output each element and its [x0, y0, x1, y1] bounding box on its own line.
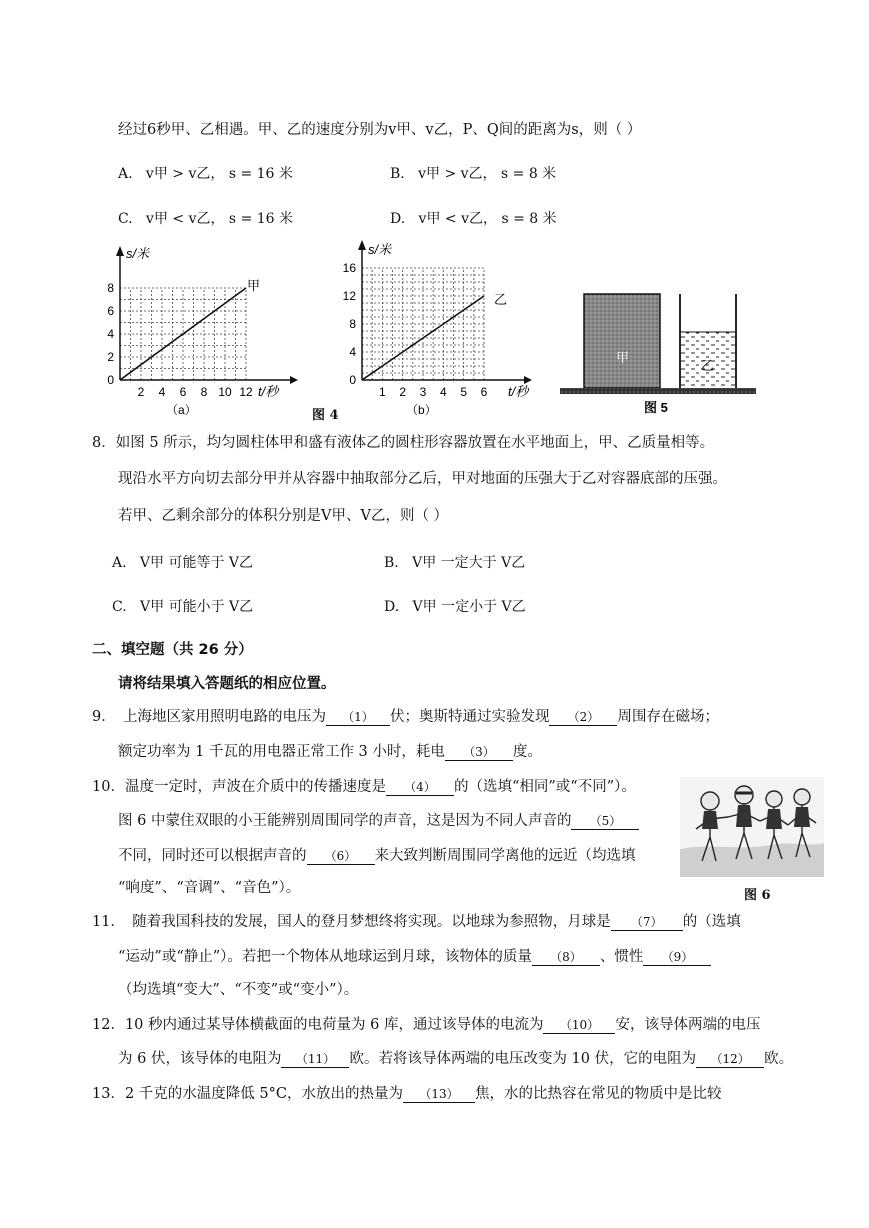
text: 、惯性: [599, 949, 644, 965]
q8-option-a: [112, 552, 253, 572]
ground: [560, 388, 756, 394]
text: 12．10 秒内通过某导体横截面的电荷量为 6 库，通过该导体的电流为: [92, 1017, 544, 1033]
x-tick-label: 2: [399, 385, 407, 399]
y-tick-label: 0: [349, 373, 356, 387]
graph-a-sub: （a）: [166, 403, 197, 417]
x-tick-label: 10: [218, 385, 232, 399]
q11-line3: （均选填“变大”、“不变”或“变小”）。: [118, 982, 359, 998]
x-tick-label: 3: [419, 385, 427, 399]
figure-5: [560, 286, 760, 416]
x-tick-label: 1: [378, 385, 386, 399]
answer-blank-4[interactable]: （4）: [386, 779, 454, 796]
q10-line1: [92, 775, 636, 796]
q7-stem: 经过6秒甲、乙相遇。甲、乙的速度分别为v甲、v乙，P、Q间的距离为s，则（ ）: [118, 122, 642, 138]
answer-blank-6[interactable]: （6）: [307, 848, 375, 865]
text: “运动”或“静止”）。若把一个物体从地球运到月球，该物体的质量: [118, 949, 532, 965]
option-label: C.: [112, 599, 127, 615]
x-tick-label: 6: [179, 385, 187, 399]
option-label: B.: [390, 166, 405, 182]
option-label: B.: [384, 555, 399, 571]
text: 不同，同时还可以根据声音的: [118, 848, 307, 864]
text: 来大致判断周围同学离他的远近（均选填: [374, 848, 636, 864]
answer-blank-8[interactable]: （8）: [532, 949, 600, 966]
y-tick-label: 8: [349, 317, 356, 331]
graph-b-sub: （b）: [406, 403, 437, 417]
y-axis-arrow: [358, 240, 366, 250]
answer-blank-10[interactable]: （10）: [543, 1017, 615, 1034]
x-tick-label: 6: [480, 385, 488, 399]
graph-b: [342, 240, 542, 420]
q7-option-a: [118, 163, 293, 183]
section-instruction: 请将结果填入答题纸的相应位置。: [118, 676, 336, 692]
q8-option-d: [384, 596, 526, 616]
text: 13．2 千克的水温度降低 5°C，水放出的热量为: [92, 1086, 403, 1102]
x-tick-label: 5: [460, 385, 468, 399]
text: 11． 随着我国科技的发展，国人的登月梦想终将实现。以地球为参照物，月球是: [92, 914, 611, 930]
q8-option-c: [112, 596, 253, 616]
text: 额定功率为 1 千瓦的用电器正常工作 3 小时，耗电: [118, 744, 445, 760]
y-tick-label: 16: [342, 261, 356, 275]
option-text: v甲 > v乙， s = 8 米: [418, 166, 557, 182]
fig5-caption: 图 5: [644, 400, 668, 415]
q10-line3: [118, 844, 636, 865]
text: 周围存在磁场；: [617, 709, 719, 725]
q10-line2: [118, 809, 639, 830]
answer-blank-7[interactable]: （7）: [611, 914, 683, 931]
y-tick-label: 4: [349, 345, 356, 359]
q8-line1: 8．如图 5 所示，均匀圆柱体甲和盛有液体乙的圆柱形容器放置在水平地面上，甲、乙质量相等。: [92, 435, 715, 451]
answer-blank-5[interactable]: （5）: [571, 813, 639, 830]
answer-blank-13[interactable]: （13）: [403, 1086, 475, 1103]
fig6-caption: 图 6: [744, 888, 771, 903]
option-label: C.: [118, 211, 133, 227]
option-label: D.: [390, 211, 406, 227]
x-tick-label: 8: [200, 385, 208, 399]
option-text: v甲 < v乙， s = 8 米: [418, 211, 557, 227]
option-label: A.: [118, 166, 133, 182]
y-tick-label: 4: [107, 327, 114, 341]
y-axis-arrow: [116, 246, 124, 256]
option-label: D.: [384, 599, 400, 615]
q13-line1: [92, 1082, 721, 1103]
graph-b-grid: [362, 268, 484, 380]
q7-option-b: [390, 163, 556, 183]
option-label: A.: [112, 555, 127, 571]
q9-line1: [92, 705, 719, 726]
liquid-label: 乙: [701, 358, 715, 373]
figure-6-children-illustration: [680, 777, 824, 877]
q8-line3: 若甲、乙剩余部分的体积分别是V甲、V乙，则（ ）: [118, 508, 449, 524]
answer-blank-2[interactable]: （2）: [549, 709, 617, 726]
text: 焦，水的比热容在常见的物质中是比较: [474, 1086, 722, 1102]
answer-blank-3[interactable]: （3）: [445, 744, 513, 761]
answer-blank-9[interactable]: （9）: [643, 949, 711, 966]
y-tick-label: 2: [107, 350, 114, 364]
option-text: v甲 > v乙， s = 16 米: [145, 166, 293, 182]
x-axis-label: t/秒: [258, 384, 279, 399]
q11-line1: [92, 910, 741, 931]
graph-a: [108, 240, 308, 420]
q9-line2: [118, 740, 542, 761]
y-tick-label: 0: [107, 373, 114, 387]
answer-blank-12[interactable]: （12）: [696, 1051, 764, 1068]
x-tick-label: 4: [158, 385, 166, 399]
q12-line1: [92, 1013, 760, 1034]
y-tick-label: 8: [107, 281, 114, 295]
x-axis-arrow: [290, 376, 298, 384]
text: 图 6 中蒙住双眼的小王能辨别周围同学的声音，这是因为不同人声音的: [118, 813, 572, 829]
q7-option-c: [118, 208, 293, 228]
q11-line2: [118, 945, 711, 966]
text: 度。: [512, 744, 542, 760]
text: 的（选填: [682, 914, 741, 930]
y-axis-label: s/米: [368, 242, 392, 257]
option-text: V甲 可能等于 V乙: [139, 555, 254, 571]
q12-line2: [118, 1047, 793, 1068]
answer-blank-11[interactable]: （11）: [281, 1051, 349, 1068]
text: 9． 上海地区家用照明电路的电压为: [92, 709, 326, 725]
option-text: V甲 一定小于 V乙: [412, 599, 526, 615]
series-label-yi: 乙: [494, 292, 508, 307]
text: 伏；奥斯特通过实验发现: [389, 709, 550, 725]
series-label-jia: 甲: [247, 278, 261, 293]
option-text: V甲 一定大于 V乙: [412, 555, 526, 571]
solid-label: 甲: [616, 350, 630, 365]
fig4-caption: 图 4: [312, 408, 339, 423]
answer-blank-1[interactable]: （1）: [326, 709, 390, 726]
y-tick-label: 12: [342, 289, 356, 303]
x-axis-arrow: [524, 376, 532, 384]
option-text: V甲 可能小于 V乙: [140, 599, 254, 615]
q7-option-d: [390, 208, 557, 228]
text: 安，该导体两端的电压: [615, 1017, 761, 1033]
text: 欧。: [764, 1051, 794, 1067]
y-tick-label: 6: [107, 304, 114, 318]
x-tick-label: 4: [439, 385, 447, 399]
q8-line2: 现沿水平方向切去部分甲并从容器中抽取部分乙后，甲对地面的压强大于乙对容器底部的压强。: [118, 471, 727, 487]
text: 为 6 伏，该导体的电阻为: [118, 1051, 282, 1067]
x-axis-label: t/秒: [508, 384, 529, 399]
q8-option-b: [384, 552, 525, 572]
q10-line4: “响度”、“音调”、“音色”）。: [118, 880, 301, 896]
x-tick-label: 2: [137, 385, 145, 399]
x-tick-label: 12: [239, 385, 253, 399]
y-axis-label: s/米: [126, 246, 150, 261]
text: 的（选填“相同”或“不同”）。: [453, 779, 636, 795]
solid-cylinder-jia: [584, 294, 660, 388]
text: 10．温度一定时，声波在介质中的传播速度是: [92, 779, 386, 795]
text: 欧。若将该导体两端的电压改变为 10 伏，它的电阻为: [349, 1051, 697, 1067]
section-title: 二、填空题（共 26 分）: [92, 642, 253, 658]
option-text: v甲 < v乙， s = 16 米: [146, 211, 294, 227]
